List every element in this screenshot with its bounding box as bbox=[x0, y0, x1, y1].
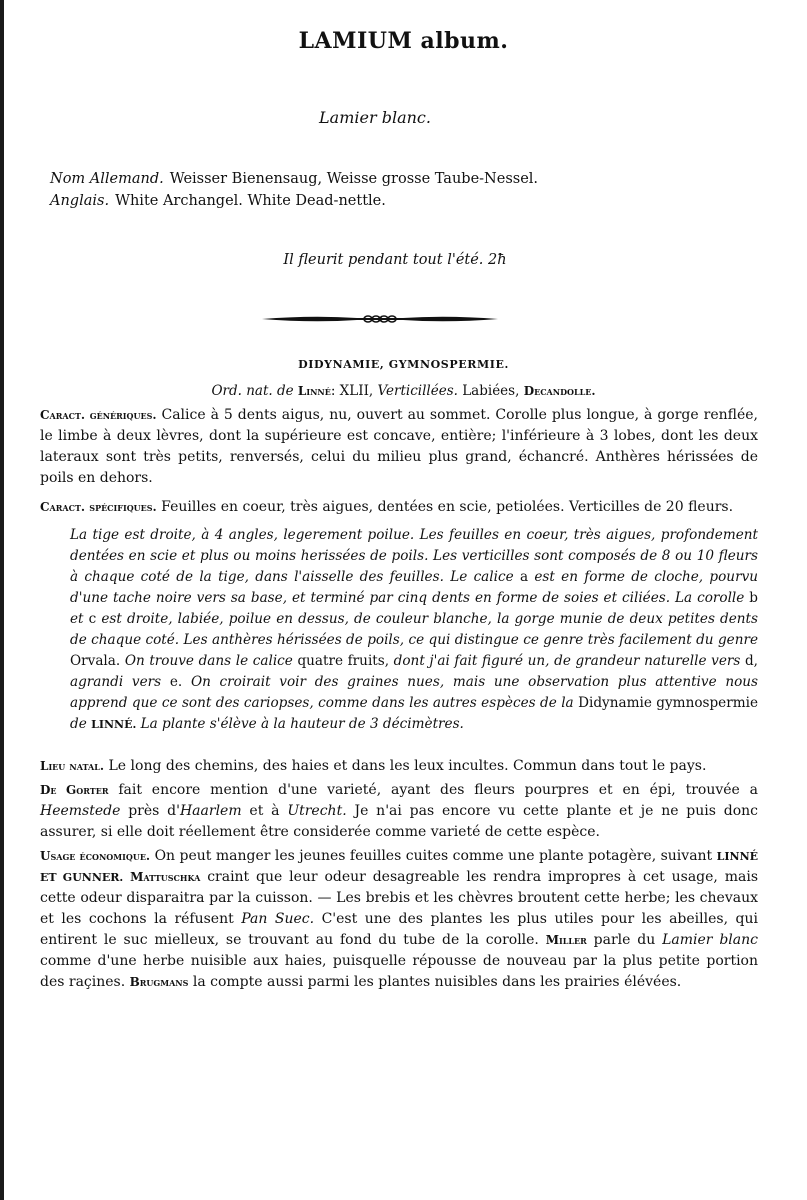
flowering-period: Il fleurit pendant tout l'été. 2ħ bbox=[283, 252, 507, 268]
english-label: Anglais. bbox=[50, 193, 110, 209]
desc-text-4: est droite, labiée, poilue en dessus, de couleur blanche, la gorge munie de deux petites dents de chaque coté. Les anthères hérissées de poils, ce qui distingue ce genre très facilement du genre bbox=[70, 611, 758, 648]
usage-text-3: C'est une des plantes les plus utiles pour les abeilles, qui entirent le suc mielleux, se trouvant au fond du tube de la corolle. bbox=[40, 911, 758, 948]
brugmans: Brugmans bbox=[129, 975, 189, 989]
ord-number: : XLII, bbox=[330, 383, 374, 399]
generic-characters bbox=[40, 405, 758, 489]
desc-text-7: agrandi vers bbox=[70, 674, 162, 690]
desc-text-2: est en forme de cloche, pourvu d'une tache noire vers sa base, et terminé par cinq dents en forme de soies et ciliées. La corolle bbox=[70, 569, 758, 606]
habitat bbox=[40, 756, 758, 777]
specific-text: Feuilles en coeur, très aigues, dentées en scie, petiolées. Verticilles de 20 fleurs. bbox=[161, 499, 734, 515]
linne-name: Linné bbox=[297, 384, 331, 398]
generic-label: Caract. génériques. bbox=[40, 408, 157, 422]
place-heemstede: Heemstede bbox=[40, 803, 121, 819]
place-haarlem: Haarlem bbox=[179, 803, 242, 819]
english-name-line bbox=[50, 190, 538, 212]
economic-use bbox=[40, 846, 758, 993]
habitat-text: Le long des chemins, des haies et dans les leux incultes. Commun dans tout le pays. bbox=[108, 758, 707, 774]
generic-text: Calice à 5 dents aigus, nu, ouvert au sommet. Corolle plus longue, à gorge renflée, le limbe à deux lèvres, dont la supérieure est concave, entière; l'inférieure à 3 lobes, dont les deux lateraux sont très petits, renversés, celui du milieu plus grand, échancré. Anthères hérissées de poils en dehors. bbox=[40, 407, 758, 486]
desc-text-5: On trouve dans le calice bbox=[124, 653, 293, 669]
ord-prefix: Ord. nat. de bbox=[211, 383, 294, 399]
gorter-text-4: Je n'ai pas encore vu cette plante et je ne puis donc assurer, si elle doit réellement être consideréе comme varieté de cette espèce. bbox=[40, 803, 759, 840]
usage-text-4: parle du bbox=[593, 932, 656, 948]
miller: Miller bbox=[545, 933, 587, 947]
linne-gunner: LINNÉ ET GUNNER. bbox=[40, 850, 759, 884]
labiees: Labiées, bbox=[462, 383, 520, 399]
gorter-text-2: près d' bbox=[128, 803, 180, 819]
desc-text-6: dont j'ai fait figuré un, de grandeur naturelle vers bbox=[393, 653, 741, 669]
decandolle: Decandolle. bbox=[523, 384, 596, 398]
desc-text-1: La tige est droite, à 4 angles, legerement poilue. Les feuilles en coeur, très aigues, profondement dentées en scie et plus ou moins herissées de poils. Les verticilles sont composés de 8 ou 10 fleurs à chaque coté de la tige, dans l'aisselle des feuilles. Le calice bbox=[70, 527, 758, 585]
gorter-text-3: et à bbox=[249, 803, 280, 819]
figure-ref-c: c bbox=[88, 611, 97, 627]
ornamental-rule-icon bbox=[262, 312, 498, 326]
usage-text-6: la compte aussi parmi les plantes nuisibles dans les prairies élévées. bbox=[192, 974, 682, 990]
genus-name: LAMIUM bbox=[298, 28, 413, 54]
place-utrecht: Utrecht. bbox=[287, 803, 347, 819]
desc-text-9: de bbox=[70, 716, 87, 732]
usage-text-5: comme d'une herbe nuisible aux haies, puisquelle répousse de nouveau par la plus petite portion des raçines. bbox=[40, 953, 758, 990]
german-label: Nom Allemand. bbox=[50, 171, 164, 187]
english-name: White Archangel. White Dead-nettle. bbox=[115, 193, 386, 209]
figure-ref-e: e. bbox=[169, 674, 183, 690]
usage-text-1: On peut manger les jeunes feuilles cuites comme une plante potagère, suivant bbox=[154, 848, 713, 864]
pan-suec: Pan Suec. bbox=[241, 911, 315, 927]
common-names bbox=[50, 168, 538, 212]
didynamie-gymnospermie: Didynamie gymnospermie bbox=[578, 695, 759, 711]
usage-text-2: craint que leur odeur desagreable les rendra impropres à cet usage, mais cette odeur disparaitra par la cuisson. — Les brebis et les chèvres broutent cette herbe; les chevaux et les cochons la réfusent bbox=[40, 869, 758, 927]
lamier-blanc: Lamier blanc bbox=[662, 932, 758, 948]
usage-label: Usage économique. bbox=[40, 849, 151, 863]
specific-label: Caract. spécifiques. bbox=[40, 500, 157, 514]
species-title bbox=[0, 28, 807, 54]
figure-ref-b: b bbox=[749, 590, 758, 606]
linne-ref: LINNÉ. bbox=[91, 718, 137, 731]
figure-ref-d: d, bbox=[744, 653, 758, 669]
german-name: Weisser Bienensaug, Weisse grosse Taube-Nessel. bbox=[169, 171, 539, 187]
desc-text-10: La plante s'élève à la hauteur de 3 décimètres. bbox=[140, 716, 464, 732]
natural-order bbox=[0, 383, 807, 399]
species-name: album. bbox=[420, 28, 509, 54]
german-name-line bbox=[50, 168, 538, 190]
plant-description bbox=[70, 525, 758, 735]
quatre-fruits: quatre fruits, bbox=[297, 653, 390, 669]
desc-text-3: et bbox=[70, 611, 84, 627]
mattuschka: Mattuschka bbox=[130, 870, 201, 884]
desc-text-8: On croirait voir des graines nues, mais une observation plus attentive nous apprend que ce sont des cariopses, comme dans les autres espèces de la bbox=[70, 674, 759, 711]
gorter-name: De Gorter bbox=[40, 783, 109, 797]
habitat-label: Lieu natal. bbox=[40, 759, 105, 773]
gorter-note bbox=[40, 780, 758, 843]
verticillees: Verticillées. bbox=[377, 383, 458, 399]
specific-characters bbox=[40, 497, 758, 518]
gorter-text-1: fait encore mention d'une varieté, ayant des fleurs pourpres et en épi, trouvée a bbox=[118, 782, 758, 798]
genus-orvala: Orvala. bbox=[70, 653, 121, 669]
french-name: Lamier blanc. bbox=[319, 108, 431, 127]
figure-ref-a: a bbox=[519, 569, 529, 585]
linnean-class: DIDYNAMIE, GYMNOSPERMIE. bbox=[298, 358, 509, 371]
